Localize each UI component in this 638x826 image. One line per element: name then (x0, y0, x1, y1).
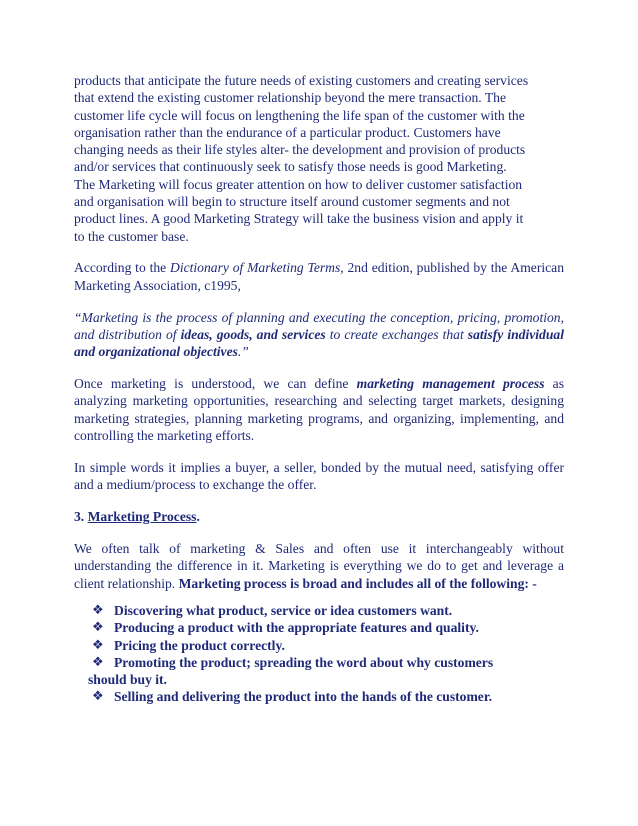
simple-words-paragraph: In simple words it implies a buyer, a seller, bonded by the mutual need, satisfying offer and a medium/process to exchange the offer. (74, 459, 564, 492)
quote-bold-2: satisfy individual and organizational objectives (74, 326, 564, 360)
section-title: Marketing Process (87, 509, 197, 525)
list-item: ❖ Pricing the product correctly. (92, 637, 285, 653)
intro-line: to the customer base. (74, 228, 189, 244)
document-page (74, 72, 564, 706)
list-item: ❖ Selling and delivering the product into the hands of the customer. (92, 689, 493, 705)
process-text: We often talk of marketing & Sales and often use it interchangeably without understanding the difference in it. Marketing is everything we do to get and leverage a client relationship. (74, 541, 564, 591)
intro-line: products that anticipate the future needs of existing customers and creating services (74, 73, 529, 88)
list-item-continuation: should buy it. (88, 672, 167, 688)
process-list (74, 602, 564, 706)
definition-quote (74, 309, 564, 361)
management-term: marketing management process (356, 375, 545, 391)
quote-mid: to create exchanges that (325, 326, 468, 342)
diamond-bullet-icon: ❖ (92, 637, 104, 653)
management-paragraph (74, 375, 564, 444)
intro-line: and organisation will begin to structure itself around customer segments and not (74, 194, 510, 210)
list-item: ❖ Producing a product with the appropriate features and quality. (92, 620, 479, 636)
intro-line: that extend the existing customer relationship beyond the mere transaction. The (74, 90, 506, 106)
list-item: ❖ Promoting the product; spreading the word about why customers should buy it. (74, 654, 564, 689)
diamond-bullet-icon: ❖ (92, 620, 104, 636)
intro-line: and/or services that continuously seek to satisfy those needs is good Marketing. (74, 159, 507, 175)
dictionary-paragraph (74, 259, 564, 294)
intro-line: customer life cycle will focus on lengthening the life span of the customer with the (74, 107, 525, 123)
management-text-before: Once marketing is understood, we can define (74, 375, 357, 391)
intro-paragraph (74, 72, 564, 245)
list-item: ❖ Discovering what product, service or idea customers want. (92, 602, 453, 618)
diamond-bullet-icon: ❖ (92, 602, 104, 618)
quote-close: .” (237, 344, 249, 360)
section-heading (74, 508, 564, 525)
management-text-after: as analyzing marketing opportunities, researching and selecting target markets, designing marketing strategies, planning marketing programs, and organizing, implementing, and controlling the marketing efforts. (74, 375, 564, 443)
dictionary-text-before: According to the (74, 260, 170, 276)
quote-open: “Marketing is the process of planning and executing the conception, pricing, promotion, and distribution of (74, 309, 564, 342)
diamond-bullet-icon: ❖ (92, 689, 104, 705)
intro-line: The Marketing will focus greater attention on how to deliver customer satisfaction (74, 176, 523, 192)
intro-line: organisation rather than the endurance of a particular product. Customers have (74, 124, 501, 140)
process-paragraph (74, 540, 564, 592)
diamond-bullet-icon: ❖ (92, 654, 104, 670)
section-number: 3. (74, 509, 88, 525)
intro-line: product lines. A good Marketing Strategy will take the business vision and apply it (74, 211, 524, 227)
dictionary-text-after: , 2nd edition, published by the American Marketing Association, c1995, (74, 260, 564, 293)
intro-line: changing needs as their life styles alter- the development and provision of products (74, 142, 526, 158)
dictionary-title: Dictionary of Marketing Terms (170, 260, 341, 276)
section-suffix: . (196, 509, 200, 525)
quote-bold-1: ideas, goods, and services (180, 326, 326, 342)
process-bold-text: Marketing process is broad and includes all of the following: - (178, 575, 537, 591)
